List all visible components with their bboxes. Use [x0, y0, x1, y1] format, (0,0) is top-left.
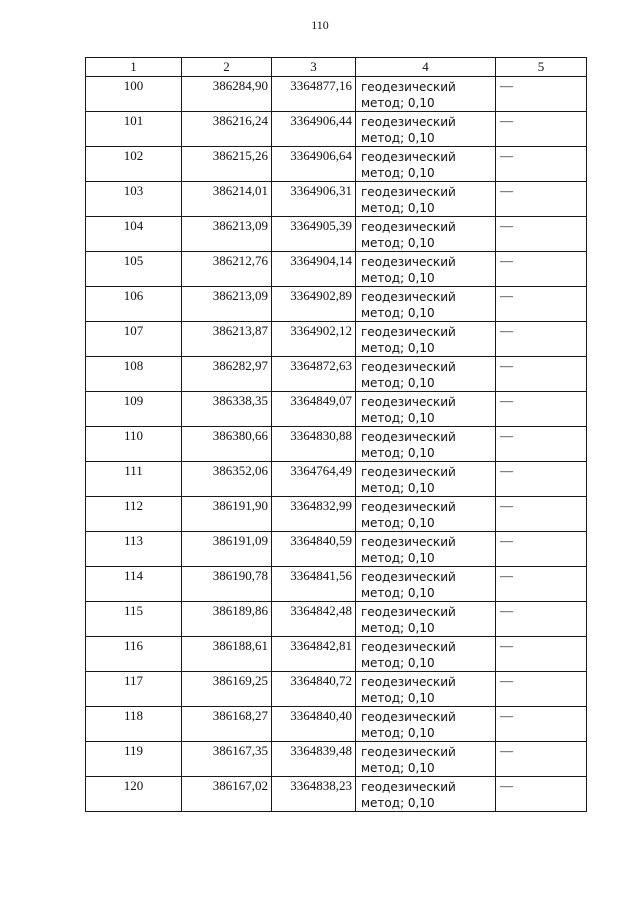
method-line-1: геодезический — [361, 255, 456, 269]
method-line-2: метод; 0,10 — [361, 446, 435, 460]
note-cell: — — [496, 532, 587, 567]
table-row — [86, 182, 587, 217]
method-line-1: геодезический — [361, 605, 456, 619]
method-line-2: метод; 0,10 — [361, 271, 435, 285]
method-cell — [356, 112, 496, 147]
note-cell: — — [496, 707, 587, 742]
method-cell — [356, 637, 496, 672]
method-cell — [356, 707, 496, 742]
method-cell — [356, 392, 496, 427]
x-coordinate-cell: 386215,26 — [182, 147, 272, 182]
table-row — [86, 252, 587, 287]
point-number-cell: 102 — [86, 147, 182, 182]
method-line-1: геодезический — [361, 395, 456, 409]
header-row — [86, 58, 587, 77]
method-cell — [356, 567, 496, 602]
method-cell — [356, 182, 496, 217]
method-cell — [356, 672, 496, 707]
note-cell: — — [496, 392, 587, 427]
point-number-cell: 104 — [86, 217, 182, 252]
y-coordinate-cell: 3364849,07 — [272, 392, 356, 427]
method-cell — [356, 427, 496, 462]
x-coordinate-cell: 386189,86 — [182, 602, 272, 637]
y-coordinate-cell: 3364902,12 — [272, 322, 356, 357]
method-line-1: геодезический — [361, 430, 456, 444]
note-cell: — — [496, 357, 587, 392]
method-line-2: метод; 0,10 — [361, 761, 435, 775]
method-line-1: геодезический — [361, 745, 456, 759]
table-row — [86, 602, 587, 637]
y-coordinate-cell: 3364842,48 — [272, 602, 356, 637]
method-cell — [356, 77, 496, 112]
method-line-2: метод; 0,10 — [361, 201, 435, 215]
note-cell: — — [496, 147, 587, 182]
table-row — [86, 637, 587, 672]
method-cell — [356, 602, 496, 637]
method-line-1: геодезический — [361, 325, 456, 339]
note-cell: — — [496, 637, 587, 672]
method-cell — [356, 357, 496, 392]
note-cell: — — [496, 182, 587, 217]
method-line-1: геодезический — [361, 465, 456, 479]
note-cell: — — [496, 287, 587, 322]
point-number-cell: 112 — [86, 497, 182, 532]
x-coordinate-cell: 386190,78 — [182, 567, 272, 602]
y-coordinate-cell: 3364877,16 — [272, 77, 356, 112]
method-cell — [356, 252, 496, 287]
table-row — [86, 112, 587, 147]
table-row — [86, 497, 587, 532]
point-number-cell: 109 — [86, 392, 182, 427]
column-header-1: 1 — [86, 58, 182, 77]
method-line-1: геодезический — [361, 500, 456, 514]
table-row — [86, 322, 587, 357]
y-coordinate-cell: 3364906,64 — [272, 147, 356, 182]
method-line-1: геодезический — [361, 220, 456, 234]
method-line-2: метод; 0,10 — [361, 691, 435, 705]
table-row — [86, 147, 587, 182]
note-cell: — — [496, 602, 587, 637]
table-row — [86, 777, 587, 812]
table-row — [86, 427, 587, 462]
point-number-cell: 120 — [86, 777, 182, 812]
point-number-cell: 103 — [86, 182, 182, 217]
x-coordinate-cell: 386380,66 — [182, 427, 272, 462]
y-coordinate-cell: 3364872,63 — [272, 357, 356, 392]
table-row — [86, 357, 587, 392]
y-coordinate-cell: 3364840,72 — [272, 672, 356, 707]
method-line-2: метод; 0,10 — [361, 586, 435, 600]
x-coordinate-cell: 386213,87 — [182, 322, 272, 357]
y-coordinate-cell: 3364906,44 — [272, 112, 356, 147]
method-line-2: метод; 0,10 — [361, 411, 435, 425]
page-number: 110 — [311, 18, 329, 32]
y-coordinate-cell: 3364840,59 — [272, 532, 356, 567]
x-coordinate-cell: 386167,02 — [182, 777, 272, 812]
note-cell: — — [496, 462, 587, 497]
table-row — [86, 462, 587, 497]
method-line-1: геодезический — [361, 570, 456, 584]
point-number-cell: 113 — [86, 532, 182, 567]
note-cell: — — [496, 77, 587, 112]
method-line-1: геодезический — [361, 150, 456, 164]
table-row — [86, 217, 587, 252]
method-line-1: геодезический — [361, 80, 456, 94]
x-coordinate-cell: 386284,90 — [182, 77, 272, 112]
method-line-1: геодезический — [361, 535, 456, 549]
y-coordinate-cell: 3364904,14 — [272, 252, 356, 287]
x-coordinate-cell: 386213,09 — [182, 287, 272, 322]
column-header-3: 3 — [272, 58, 356, 77]
y-coordinate-cell: 3364840,40 — [272, 707, 356, 742]
note-cell: — — [496, 742, 587, 777]
note-cell: — — [496, 777, 587, 812]
column-header-5: 5 — [496, 58, 587, 77]
point-number-cell: 106 — [86, 287, 182, 322]
point-number-cell: 100 — [86, 77, 182, 112]
point-number-cell: 118 — [86, 707, 182, 742]
method-line-2: метод; 0,10 — [361, 376, 435, 390]
method-cell — [356, 532, 496, 567]
method-line-2: метод; 0,10 — [361, 656, 435, 670]
note-cell: — — [496, 427, 587, 462]
method-line-2: метод; 0,10 — [361, 166, 435, 180]
method-cell — [356, 462, 496, 497]
x-coordinate-cell: 386188,61 — [182, 637, 272, 672]
point-number-cell: 115 — [86, 602, 182, 637]
point-number-cell: 107 — [86, 322, 182, 357]
method-line-2: метод; 0,10 — [361, 131, 435, 145]
table-row — [86, 77, 587, 112]
method-cell — [356, 497, 496, 532]
coordinates-table — [85, 57, 587, 812]
table-body — [86, 77, 587, 812]
point-number-cell: 114 — [86, 567, 182, 602]
method-line-2: метод; 0,10 — [361, 306, 435, 320]
y-coordinate-cell: 3364839,48 — [272, 742, 356, 777]
method-line-1: геодезический — [361, 115, 456, 129]
point-number-cell: 117 — [86, 672, 182, 707]
table-header — [86, 58, 587, 77]
point-number-cell: 111 — [86, 462, 182, 497]
method-line-2: метод; 0,10 — [361, 481, 435, 495]
table-row — [86, 287, 587, 322]
x-coordinate-cell: 386191,09 — [182, 532, 272, 567]
method-line-1: геодезический — [361, 185, 456, 199]
point-number-cell: 108 — [86, 357, 182, 392]
method-cell — [356, 147, 496, 182]
table-row — [86, 567, 587, 602]
method-cell — [356, 742, 496, 777]
method-line-2: метод; 0,10 — [361, 516, 435, 530]
method-line-2: метод; 0,10 — [361, 236, 435, 250]
x-coordinate-cell: 386169,25 — [182, 672, 272, 707]
table-row — [86, 532, 587, 567]
point-number-cell: 110 — [86, 427, 182, 462]
point-number-cell: 101 — [86, 112, 182, 147]
method-line-1: геодезический — [361, 780, 456, 794]
note-cell: — — [496, 322, 587, 357]
x-coordinate-cell: 386212,76 — [182, 252, 272, 287]
note-cell: — — [496, 497, 587, 532]
note-cell: — — [496, 112, 587, 147]
column-header-4: 4 — [356, 58, 496, 77]
note-cell: — — [496, 672, 587, 707]
method-line-1: геодезический — [361, 360, 456, 374]
method-line-2: метод; 0,10 — [361, 621, 435, 635]
table-row — [86, 392, 587, 427]
method-line-1: геодезический — [361, 675, 456, 689]
point-number-cell: 116 — [86, 637, 182, 672]
x-coordinate-cell: 386213,09 — [182, 217, 272, 252]
x-coordinate-cell: 386338,35 — [182, 392, 272, 427]
y-coordinate-cell: 3364764,49 — [272, 462, 356, 497]
note-cell: — — [496, 567, 587, 602]
method-line-2: метод; 0,10 — [361, 726, 435, 740]
point-number-cell: 119 — [86, 742, 182, 777]
method-cell — [356, 217, 496, 252]
y-coordinate-cell: 3364906,31 — [272, 182, 356, 217]
method-line-2: метод; 0,10 — [361, 96, 435, 110]
y-coordinate-cell: 3364838,23 — [272, 777, 356, 812]
y-coordinate-cell: 3364830,88 — [272, 427, 356, 462]
method-line-1: геодезический — [361, 640, 456, 654]
x-coordinate-cell: 386352,06 — [182, 462, 272, 497]
method-cell — [356, 777, 496, 812]
point-number-cell: 105 — [86, 252, 182, 287]
table-row — [86, 707, 587, 742]
y-coordinate-cell: 3364842,81 — [272, 637, 356, 672]
note-cell: — — [496, 217, 587, 252]
y-coordinate-cell: 3364905,39 — [272, 217, 356, 252]
method-line-1: геодезический — [361, 290, 456, 304]
x-coordinate-cell: 386167,35 — [182, 742, 272, 777]
method-cell — [356, 322, 496, 357]
note-cell: — — [496, 252, 587, 287]
table-row — [86, 672, 587, 707]
y-coordinate-cell: 3364841,56 — [272, 567, 356, 602]
x-coordinate-cell: 386168,27 — [182, 707, 272, 742]
table-row — [86, 742, 587, 777]
y-coordinate-cell: 3364902,89 — [272, 287, 356, 322]
method-line-2: метод; 0,10 — [361, 341, 435, 355]
method-cell — [356, 287, 496, 322]
x-coordinate-cell: 386216,24 — [182, 112, 272, 147]
column-header-2: 2 — [182, 58, 272, 77]
x-coordinate-cell: 386191,90 — [182, 497, 272, 532]
x-coordinate-cell: 386214,01 — [182, 182, 272, 217]
x-coordinate-cell: 386282,97 — [182, 357, 272, 392]
method-line-2: метод; 0,10 — [361, 796, 435, 810]
y-coordinate-cell: 3364832,99 — [272, 497, 356, 532]
method-line-2: метод; 0,10 — [361, 551, 435, 565]
method-line-1: геодезический — [361, 710, 456, 724]
